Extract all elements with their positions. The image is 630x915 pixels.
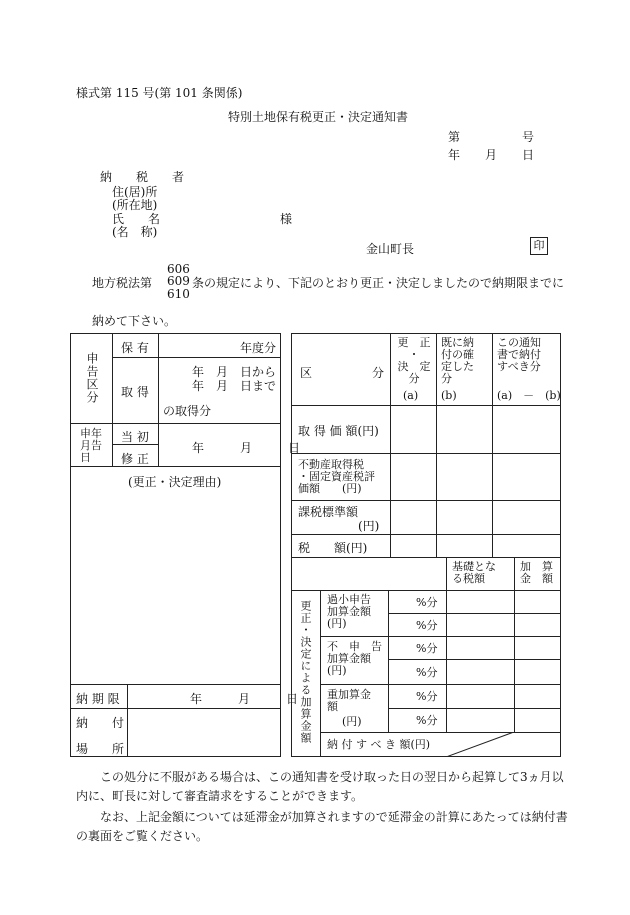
address-label: 住(居)所 (112, 185, 158, 199)
filing-date-label (80, 428, 110, 464)
col-a-mark: (a) (403, 389, 419, 402)
note-appeal-continued: 内に、町長に対して審査請求をすることができます。 (76, 789, 364, 803)
notice-number-prefix: 第 (448, 130, 461, 144)
address-alt-label: (所在地) (112, 198, 158, 212)
law-prefix: 地方税法第 (92, 276, 153, 290)
date-day: 日 (522, 148, 535, 162)
acquisition-price-label: 取 得 価 額(円) (298, 424, 379, 438)
payment-place-label-1: 納 付 (76, 716, 125, 730)
note-appeal: この処分に不服がある場合は、この通知書を受け取った日の翌日から起算して3ヵ月以 (100, 770, 564, 784)
category-header: 区 分 (300, 366, 385, 380)
acquisition-from-date: 年 月 日から (192, 365, 277, 379)
holding-label: 保 有 (121, 341, 149, 355)
penalty-section-label: 更正・決定による加算金額 (299, 600, 312, 744)
percent-row-5: %分 (416, 690, 438, 703)
col-a-header: 更 正 ・ 決 定 分 (397, 336, 431, 385)
issuer-name: 金山町長 (366, 242, 415, 256)
percent-row-4: %分 (416, 666, 438, 679)
col-c-mark: (a) － (b) (497, 389, 561, 402)
note-late-fee: なお、上記金額については延滞金が加算されますので延滞金の計算にあたっては納付書 (100, 810, 568, 824)
reason-label: (更正・決定理由) (128, 475, 222, 489)
acquisition-portion: の取得分 (163, 404, 212, 418)
filing-date-label-text: 申年月告日 (80, 427, 102, 464)
article-609: 609 (167, 274, 190, 288)
official-seal-icon: 印 (530, 237, 548, 255)
filing-category-label: 申告区分 (85, 352, 99, 404)
law-text-continued: 納めて下さい。 (92, 314, 177, 328)
heavy-penalty-yen: (円) (342, 715, 362, 728)
payable-slash (446, 732, 514, 757)
percent-row-6: %分 (416, 714, 438, 727)
note-late-fee-continued: の裏面をご覧ください。 (76, 829, 209, 843)
initial-label: 当 初 (121, 430, 149, 444)
name-label: 氏 名 (112, 212, 161, 226)
date-year: 年 (448, 148, 461, 162)
acquisition-label: 取 得 (121, 385, 149, 399)
basis-tax-header: 基礎とな る税額 (452, 560, 496, 585)
col-b-header: 既に納 付の確 定した 分 (441, 336, 474, 385)
tax-base-label: 課税標準額 (298, 505, 359, 519)
tax-amount-label: 税 額(円) (298, 541, 368, 555)
percent-row-1: %分 (416, 596, 438, 609)
date-month: 月 (485, 148, 498, 162)
tax-base-yen: (円) (358, 519, 380, 533)
percent-row-3: %分 (416, 642, 438, 655)
article-610: 610 (167, 287, 190, 301)
percent-row-2: %分 (416, 619, 438, 632)
col-b-mark: (b) (441, 389, 457, 402)
real-estate-valuation-label: 不動産取得税 ・固定資産税評 価額 (円) (298, 458, 375, 495)
due-date-label: 納 期 限 (76, 692, 120, 706)
filing-date-ymd: 年 月 日 (192, 441, 301, 455)
penalty-amount-header: 加 算 金 額 (520, 560, 553, 585)
document-title: 特別土地保有税更正・決定通知書 (228, 110, 409, 124)
payable-amount-label: 納 付 す べ き 額(円) (327, 738, 431, 751)
heavy-penalty-label: 重加算金 額 (327, 688, 371, 713)
payment-place-label-2: 場 所 (76, 742, 125, 756)
form-number: 様式第 115 号(第 101 条関係) (76, 86, 243, 100)
notice-number-suffix: 号 (522, 130, 535, 144)
name-alt-label: (名 称) (112, 225, 158, 239)
taxpayer-label: 納 税 者 (100, 170, 185, 184)
col-c-header: この通知 書で納付 すべき分 (497, 336, 541, 373)
law-text: 条の規定により、下記のとおり更正・決定しましたので納期限までに (192, 276, 565, 290)
due-date-ymd: 年 月 日 (190, 692, 299, 706)
article-606: 606 (167, 262, 190, 276)
amended-label: 修 正 (121, 452, 149, 466)
fiscal-year-label: 年度分 (240, 341, 277, 355)
honorific: 様 (280, 212, 293, 226)
under-report-penalty-label: 過小申告 加算金額 (円) (327, 593, 371, 630)
acquisition-to-date: 年 月 日まで (192, 379, 277, 393)
non-report-penalty-label: 不 申 告 加算金額 (円) (327, 640, 382, 677)
